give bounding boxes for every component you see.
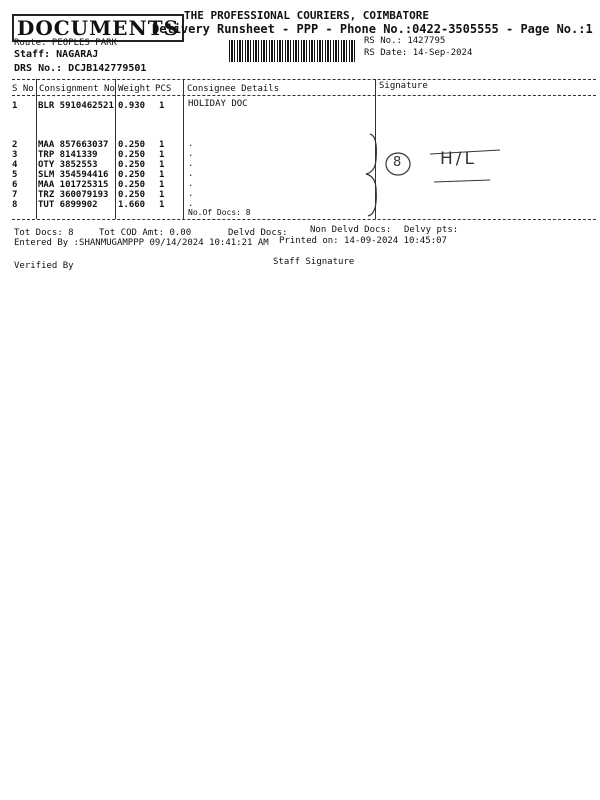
row-details: . [188, 169, 194, 179]
delvd-docs: Delvd Docs: [228, 228, 288, 238]
row-consignment: TUT 6899902 [38, 200, 98, 210]
row-weight: 0.250 [118, 160, 146, 170]
rs-number: RS No.: 1427795 [364, 36, 446, 46]
row-pcs: 1 [159, 180, 165, 190]
verified-by: Verified By [14, 261, 74, 271]
row-consignment: MAA 857663037 [38, 140, 109, 150]
documents-stamp: DOCUMENTS [12, 14, 184, 42]
col-header-weight: Weight [118, 84, 151, 94]
row-weight: 0.930 [118, 101, 146, 111]
row-sno: 3 [12, 150, 18, 160]
col-header-pcs: PCS [155, 84, 172, 94]
signature-marks-svg [360, 120, 510, 220]
non-delvd-docs: Non Delvd Docs: [310, 225, 392, 235]
col-divider [36, 79, 37, 219]
col-divider [183, 79, 184, 219]
barcode [229, 40, 356, 62]
handwritten-note: H/L [440, 149, 477, 169]
route-label: Route: PEOPLES PARK [14, 38, 117, 48]
table-header-rule [12, 95, 596, 96]
row-details: . [188, 149, 194, 159]
tot-cod-amount: Tot COD Amt: 0.00 [99, 228, 192, 238]
table-top-rule [12, 79, 596, 80]
rs-date: RS Date: 14-Sep-2024 [364, 48, 473, 58]
col-header-consignee: Consignee Details [187, 84, 280, 94]
col-header-signature: Signature [379, 81, 428, 91]
col-header-sno: S No [12, 84, 34, 94]
circled-count: 8 [393, 155, 402, 170]
row-sno: 1 [12, 101, 18, 111]
tot-docs: Tot Docs: 8 [14, 228, 74, 238]
row-consignment: MAA 101725315 [38, 180, 109, 190]
row-details: . [188, 179, 194, 189]
row-sno: 7 [12, 190, 18, 200]
col-divider [115, 79, 116, 219]
runsheet-title: Delivery Runsheet - PPP - Phone No.:0422-3505555 - Page No.:1 [152, 22, 593, 36]
row-weight: 0.250 [118, 140, 146, 150]
row-weight: 0.250 [118, 180, 146, 190]
row-consignment: TRZ 360079193 [38, 190, 109, 200]
row-pcs: 1 [159, 101, 165, 111]
printed-on: Printed on: 14-09-2024 10:45:07 [279, 236, 447, 246]
row-sno: 8 [12, 200, 18, 210]
row-weight: 1.660 [118, 200, 146, 210]
row-details: . [188, 139, 194, 149]
staff-signature: Staff Signature [273, 257, 355, 267]
underline-mark [434, 180, 490, 182]
row-details: HOLIDAY DOC [188, 99, 248, 109]
no-of-docs: No.Of Docs: 8 [188, 208, 251, 217]
row-consignment: SLM 354594416 [38, 170, 109, 180]
delvy-pts: Delvy pts: [404, 225, 459, 235]
company-name: THE PROFESSIONAL COURIERS, COIMBATORE [184, 9, 430, 22]
row-details: . [188, 199, 194, 209]
drs-number: DRS No.: DCJB142779501 [14, 63, 147, 74]
row-details: . [188, 159, 194, 169]
col-header-consignment: Consignment No [39, 84, 115, 94]
row-sno: 6 [12, 180, 18, 190]
row-consignment: TRP 8141339 [38, 150, 98, 160]
row-details: . [188, 189, 194, 199]
row-sno: 2 [12, 140, 18, 150]
row-pcs: 1 [159, 170, 165, 180]
row-pcs: 1 [159, 200, 165, 210]
row-pcs: 1 [159, 160, 165, 170]
row-pcs: 1 [159, 150, 165, 160]
row-weight: 0.250 [118, 150, 146, 160]
row-pcs: 1 [159, 190, 165, 200]
row-weight: 0.250 [118, 170, 146, 180]
curly-brace-mark [366, 134, 376, 216]
staff-label: Staff: NAGARAJ [14, 49, 99, 60]
row-pcs: 1 [159, 140, 165, 150]
row-consignment: BLR 5910462521 [38, 101, 114, 111]
row-sno: 4 [12, 160, 18, 170]
entered-by: Entered By :SHANMUGAMPPP 09/14/2024 10:41:21 AM [14, 238, 269, 248]
row-consignment: OTY 3852553 [38, 160, 98, 170]
row-weight: 0.250 [118, 190, 146, 200]
row-sno: 5 [12, 170, 18, 180]
